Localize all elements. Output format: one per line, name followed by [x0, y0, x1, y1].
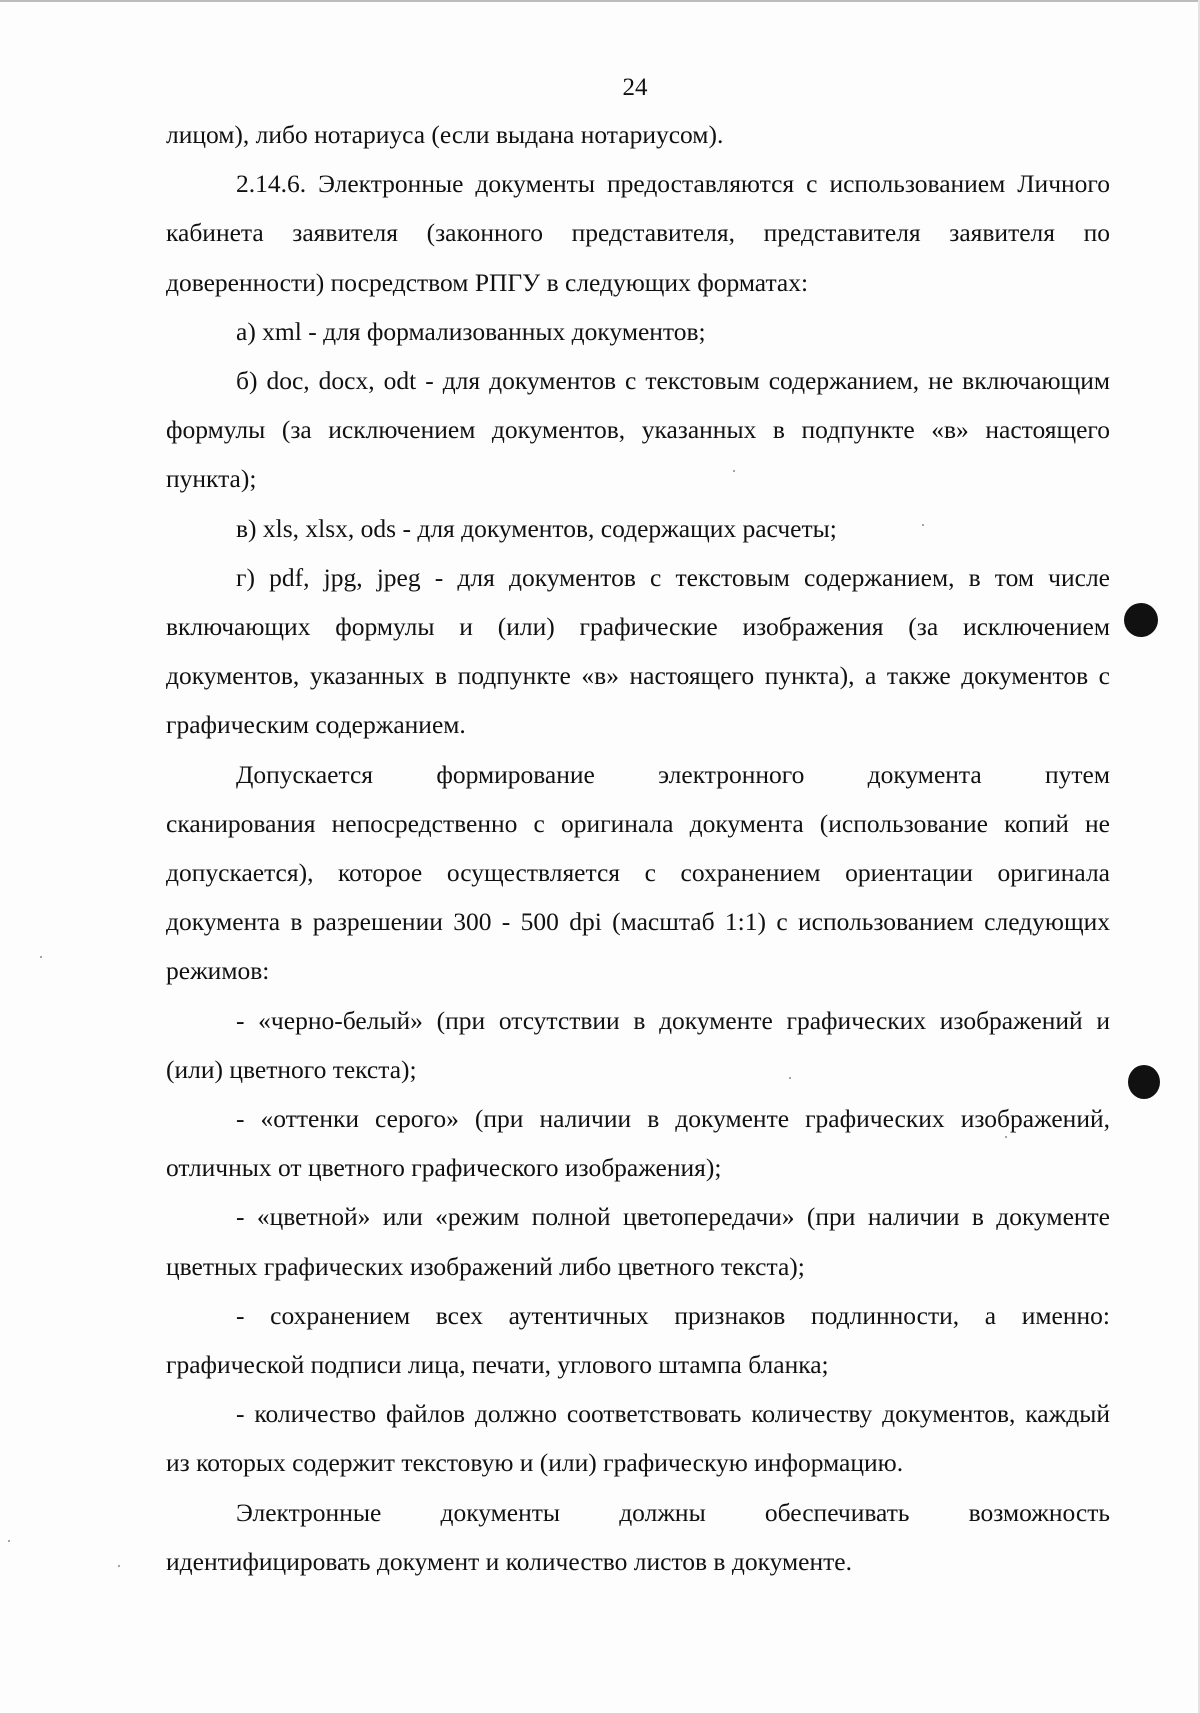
binder-hole-mark [1124, 603, 1158, 637]
scan-speck [8, 1540, 10, 1542]
scan-speck [789, 1077, 791, 1079]
paragraph: идентифицировать документ и количество листов в документе. [166, 1546, 852, 1576]
paragraph: Допускается формирование электронного документа путем [236, 759, 1110, 789]
scan-speck [118, 1565, 120, 1567]
list-item: - «оттенки серого» (при наличии в документе графических изображений, отличных от цветного графического изображения); [166, 1104, 1110, 1183]
scan-speck [1005, 1136, 1007, 1138]
paragraph: лицом), либо нотариуса (если выдана нотариусом). [166, 120, 724, 149]
list-item: - количество файлов должно соответствовать количеству документов, каждый из которых содержит текстовую и (или) графическую информацию. [166, 1399, 1110, 1478]
list-item: - сохранением всех аутентичных признаков подлинности, а именно: графической подписи лица, печати, углового штампа бланка; [166, 1300, 1110, 1380]
paragraph: а) xml - для формализованных документов; [236, 316, 706, 346]
page-number: 24 [622, 74, 648, 101]
list-item: - «цветной» или «режим полной цветопередачи» (при наличии в документе цветных графических изображений либо цветного текста); [166, 1202, 1110, 1281]
paragraph: б) doc, docx, odt - для документов с текстовым содержанием, не включающим формулы (за исключением документов, указанных в подпункте «в» настоящего пункта); [166, 366, 1110, 494]
document-body [166, 110, 1110, 1586]
paragraph: сканирования непосредственно с оригинала документа (использование копий не допускается), которое осуществляется с сохранением ориентации оригинала документа в разрешении 300 - 500 dpi (масштаб 1:1) с использованием следующих режимов: [166, 808, 1110, 986]
scan-top-edge [0, 0, 1200, 2]
paragraph: Электронные документы должны обеспечивать возможность [236, 1497, 1110, 1527]
scan-speck [922, 524, 924, 526]
list-item: - «черно-белый» (при отсутствии в документе графических изображений и (или) цветного текста); [166, 1005, 1110, 1084]
paragraph: 2.14.6. Электронные документы предоставляются с использованием Личного кабинета заявителя (законного представителя, представителя заявителя по доверенности) посредством РПГУ в следующих форматах: [166, 169, 1110, 297]
scan-speck [40, 956, 42, 958]
scan-speck [733, 470, 735, 472]
binder-hole-mark [1128, 1065, 1160, 1099]
paragraph: в) xls, xlsx, ods - для документов, содержащих расчеты; [236, 513, 837, 543]
paragraph: г) pdf, jpg, jpeg - для документов с текстовым содержанием, в том числе включающих формулы и (или) графические изображения (за исключением документов, указанных в подпункте «в» настоящего пункта), а также документов с графическим содержанием. [166, 562, 1110, 740]
